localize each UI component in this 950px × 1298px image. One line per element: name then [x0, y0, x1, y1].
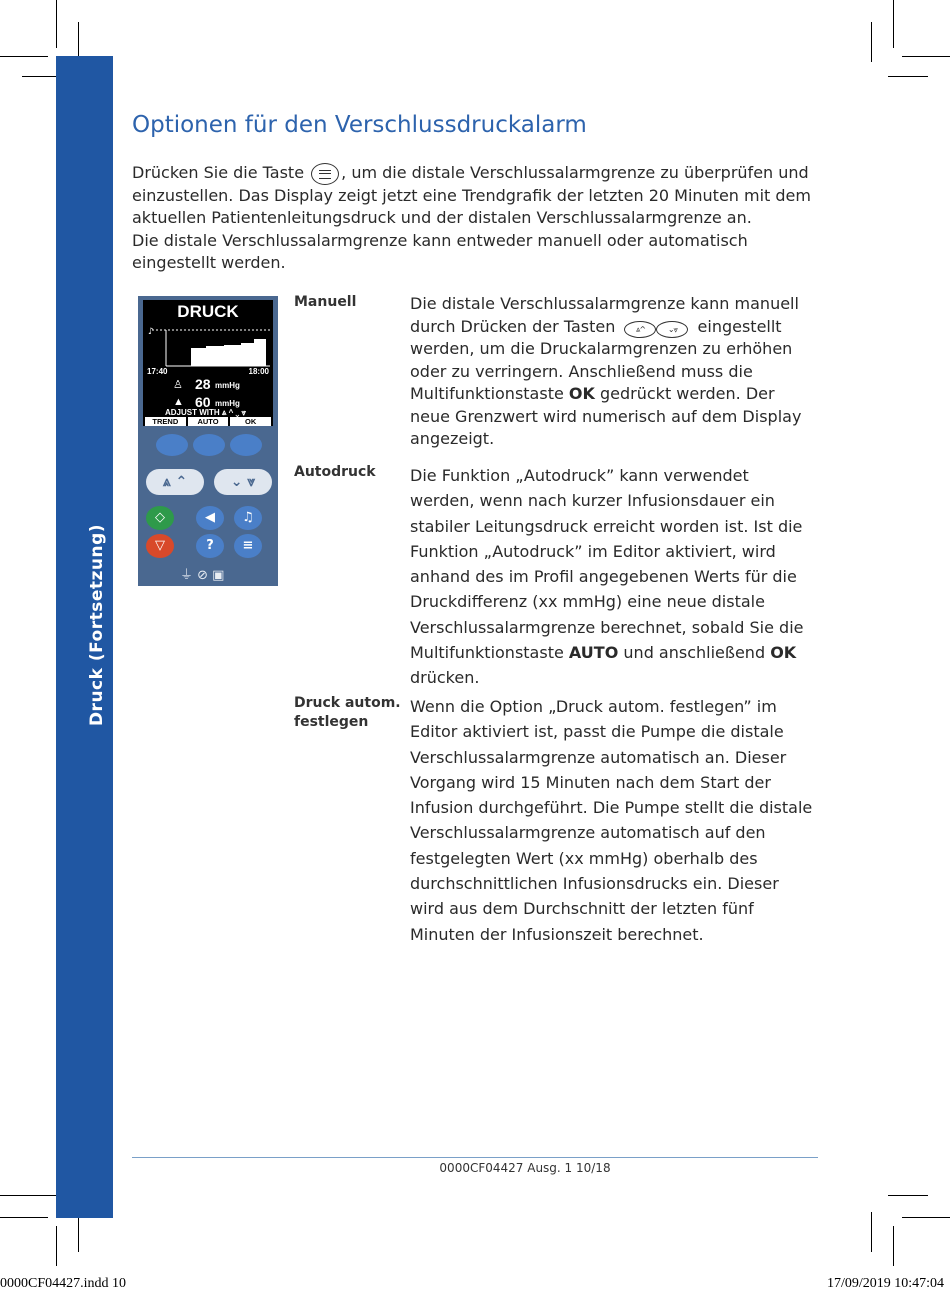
auto-keyword: AUTO [568, 643, 619, 663]
patient-icon: ♙ [173, 379, 183, 391]
pump-device-image [138, 296, 278, 586]
crop-mark [56, 1226, 57, 1266]
crop-mark [0, 56, 48, 57]
softkey-ok: OK [245, 417, 257, 426]
time-end: 18:00 [248, 367, 269, 376]
footer-rule [132, 1157, 818, 1158]
softkey-button-1 [156, 434, 188, 456]
crop-mark [871, 22, 872, 62]
adjust-hint: ADJUST WITH ⩓ ^ ⌄ ⩔ [165, 408, 247, 417]
desc-autodruck [410, 463, 815, 691]
crop-mark [888, 1195, 928, 1196]
time-start: 17:40 [147, 367, 168, 376]
desc-autodruck-b: und anschließend [623, 643, 766, 663]
sidebar-label: Druck (Fortsetzung) [87, 523, 107, 727]
ok-keyword: OK [770, 643, 797, 663]
screen-title: DRUCK [177, 302, 239, 321]
pressure-value: 28 [195, 376, 211, 392]
intro-before-icon: Drücken Sie die Taste [132, 163, 305, 182]
desc-druck-autom: Wenn die Option „Druck autom. festlegen” im Editor aktiviert ist, passt die Pumpe die distale Verschlussalarmgrenze automatisch an. Dieser Vorgang wird 15 Minuten nach dem Start der Infusion durchgeführt. Die Pumpe stellt die distale Verschlussalarmgrenze automatisch auf den festgelegten Wert (xx mmHg) oberhalb des durchschnittlichen Infusionsdrucks ein. Dieser wird aus dem Durchschnitt der letzten fünf Minuten der Infusionszeit berechnet. [410, 697, 813, 944]
crop-mark [871, 1212, 872, 1252]
softkey-auto: AUTO [188, 417, 231, 426]
help-button-icon: ? [196, 534, 224, 558]
softkey-trend: TREND [145, 417, 188, 426]
pressure-row [143, 376, 273, 394]
crop-mark [78, 1212, 79, 1252]
crop-mark [0, 1217, 48, 1218]
limit-unit: mmHg [215, 399, 240, 408]
crop-mark [56, 0, 57, 48]
term-autodruck: Autodruck [294, 464, 376, 480]
footer-doc-id: 0000CF04427 Ausg. 1 10/18 [439, 1161, 611, 1175]
up-down-keys-icon: ⩓^ ⌄⩔ [624, 316, 688, 339]
page-title: Optionen für den Verschlussdruckalarm [132, 112, 587, 138]
crop-mark [0, 1195, 62, 1196]
term-manuell: Manuell [294, 294, 357, 310]
ok-keyword: OK [568, 384, 595, 404]
menu-button-icon: ≡ [234, 534, 262, 558]
power-icons: ⏚ ⊘ ▣ [180, 568, 225, 583]
alarm-bell-icon: ▲ [173, 396, 184, 408]
crop-mark [893, 0, 894, 48]
pump-screen [143, 300, 273, 426]
crop-mark [893, 1226, 894, 1266]
limit-value: 60 [195, 394, 211, 410]
term-druck-autom: Druck autom. festlegen [294, 695, 401, 730]
desc-manuell [410, 293, 815, 451]
intro-text [132, 162, 822, 275]
bolus-button-icon: ◀ [196, 506, 224, 530]
crop-mark [902, 56, 950, 57]
stop-button-icon: ▽ [146, 534, 174, 558]
desc-manuell-a: Die distale Verschlussalarmgrenze kann manuell durch Drücken der Tasten [410, 294, 799, 336]
desc-manuell-b: eingestellt werden, um die Druckalarmgrenzen zu erhöhen oder zu verringern. Anschließend muss die Multifunktionstaste [410, 316, 793, 404]
slug-file: 0000CF04427.indd 10 [0, 1276, 127, 1291]
slug-timestamp: 17/09/2019 10:47:04 [826, 1276, 944, 1291]
up-keys-icon: ⩓ ⌃ [146, 469, 204, 495]
bell-icon: ♪ [148, 327, 154, 337]
trend-graph [146, 322, 270, 367]
softkey-button-3 [230, 434, 262, 456]
desc-autodruck-a: Die Funktion „Autodruck” kann verwendet werden, wenn nach kurzer Infusionsdauer ein stabiler Leitungsdruck erreicht worden ist. Ist die Funktion „Autodruck” im Editor aktiviert, wird anhand des im Profil angegebenen Werts für die Druckdifferenz (xx mmHg) eine neue distale Verschlussalarmgrenze berechnet, sobald Sie die Multifunktionstaste [410, 466, 804, 663]
alarm-silence-icon: ♫ [234, 506, 262, 530]
softkey-button-2 [193, 434, 225, 456]
menu-button-icon [311, 163, 339, 185]
crop-mark [888, 76, 928, 77]
desc-manuell-c: gedrückt werden. Der neue Grenzwert wird numerisch auf dem Display angezeigt. [410, 384, 802, 449]
intro-after-icon: , um die distale Verschlussalarmgrenze zu überprüfen und einzustellen. Das Display zeigt jetzt eine Trendgrafik der letzten 20 Minuten mit dem aktuellen Patientenleitungsdruck und der distalen Verschlussalarmgrenze an. [132, 163, 811, 227]
pressure-unit: mmHg [215, 381, 240, 390]
softkey-labels [145, 417, 271, 426]
crop-mark [902, 1217, 950, 1218]
desc-autodruck-c: drücken. [410, 668, 480, 688]
intro-line2: Die distale Verschlussalarmgrenze kann entweder manuell oder automatisch eingestellt werden. [132, 230, 748, 272]
down-keys-icon: ⌄ ⩔ [214, 469, 272, 495]
pressure-trend-plot [146, 322, 270, 367]
start-button-icon: ◇ [146, 506, 174, 530]
